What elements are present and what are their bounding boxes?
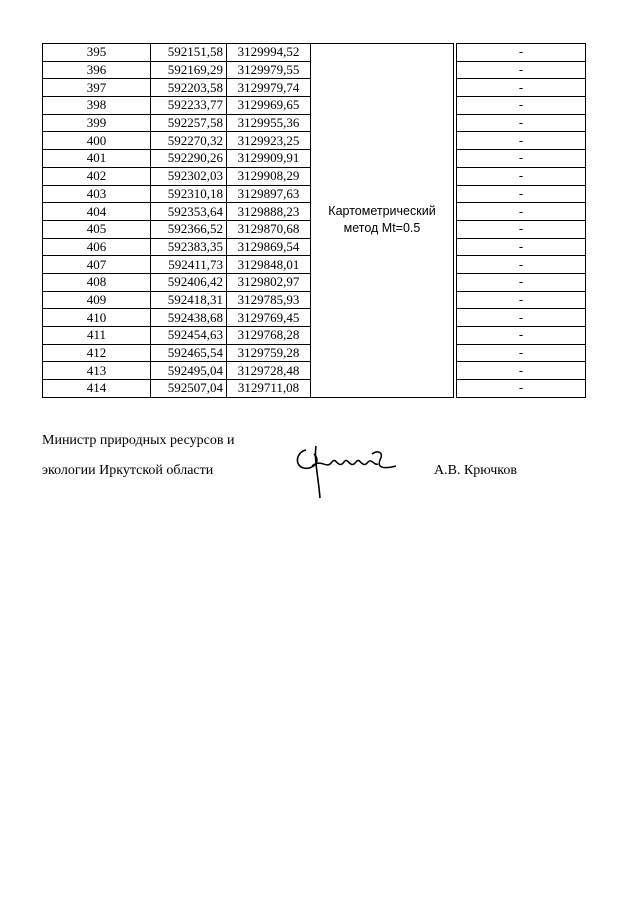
point-number-cell: 398 — [43, 97, 151, 115]
point-number-cell: 411 — [43, 327, 151, 345]
table-row — [43, 44, 586, 62]
y-coordinate-cell: 3129759,28 — [227, 344, 311, 362]
value-cell: - — [457, 238, 586, 256]
x-coordinate-cell: 592411,73 — [151, 256, 227, 274]
point-number-cell: 399 — [43, 114, 151, 132]
value-cell: - — [457, 79, 586, 97]
x-coordinate-cell: 592454,63 — [151, 327, 227, 345]
y-coordinate-cell: 3129802,97 — [227, 273, 311, 291]
point-number-cell: 407 — [43, 256, 151, 274]
x-coordinate-cell: 592233,77 — [151, 97, 227, 115]
value-cell: - — [457, 256, 586, 274]
coordinates-table-body — [43, 44, 586, 398]
x-coordinate-cell: 592495,04 — [151, 362, 227, 380]
method-line-1: Картометрический — [328, 204, 436, 219]
x-coordinate-cell: 592203,58 — [151, 79, 227, 97]
value-cell: - — [457, 220, 586, 238]
point-number-cell: 402 — [43, 167, 151, 185]
x-coordinate-cell: 592406,42 — [151, 273, 227, 291]
value-cell: - — [457, 344, 586, 362]
value-cell: - — [457, 167, 586, 185]
x-coordinate-cell: 592383,35 — [151, 238, 227, 256]
x-coordinate-cell: 592353,64 — [151, 203, 227, 221]
point-number-cell: 406 — [43, 238, 151, 256]
value-cell: - — [457, 203, 586, 221]
point-number-cell: 413 — [43, 362, 151, 380]
value-cell: - — [457, 309, 586, 327]
x-coordinate-cell: 592302,03 — [151, 167, 227, 185]
y-coordinate-cell: 3129909,91 — [227, 150, 311, 168]
point-number-cell: 400 — [43, 132, 151, 150]
y-coordinate-cell: 3129955,36 — [227, 114, 311, 132]
point-number-cell: 412 — [43, 344, 151, 362]
y-coordinate-cell: 3129869,54 — [227, 238, 311, 256]
y-coordinate-cell: 3129979,74 — [227, 79, 311, 97]
value-cell: - — [457, 44, 586, 62]
value-cell: - — [457, 380, 586, 398]
value-cell: - — [457, 362, 586, 380]
signer-name: А.В. Крючков — [434, 463, 517, 478]
x-coordinate-cell: 592366,52 — [151, 220, 227, 238]
coordinates-table — [42, 43, 586, 398]
x-coordinate-cell: 592465,54 — [151, 344, 227, 362]
value-cell: - — [457, 273, 586, 291]
y-coordinate-cell: 3129870,68 — [227, 220, 311, 238]
value-cell: - — [457, 150, 586, 168]
y-coordinate-cell: 3129979,55 — [227, 61, 311, 79]
value-cell: - — [457, 97, 586, 115]
method-cell — [311, 44, 454, 398]
point-number-cell: 408 — [43, 273, 151, 291]
y-coordinate-cell: 3129785,93 — [227, 291, 311, 309]
point-number-cell: 401 — [43, 150, 151, 168]
value-cell: - — [457, 132, 586, 150]
point-number-cell: 405 — [43, 220, 151, 238]
point-number-cell: 414 — [43, 380, 151, 398]
y-coordinate-cell: 3129711,08 — [227, 380, 311, 398]
point-number-cell: 404 — [43, 203, 151, 221]
y-coordinate-cell: 3129994,52 — [227, 44, 311, 62]
x-coordinate-cell: 592290,26 — [151, 150, 227, 168]
signer-title-line-1: Министр природных ресурсов и — [42, 433, 235, 448]
x-coordinate-cell: 592418,31 — [151, 291, 227, 309]
y-coordinate-cell: 3129897,63 — [227, 185, 311, 203]
point-number-cell: 410 — [43, 309, 151, 327]
value-cell: - — [457, 185, 586, 203]
y-coordinate-cell: 3129923,25 — [227, 132, 311, 150]
value-cell: - — [457, 61, 586, 79]
value-cell: - — [457, 291, 586, 309]
y-coordinate-cell: 3129728,48 — [227, 362, 311, 380]
y-coordinate-cell: 3129888,23 — [227, 203, 311, 221]
y-coordinate-cell: 3129768,28 — [227, 327, 311, 345]
x-coordinate-cell: 592310,18 — [151, 185, 227, 203]
point-number-cell: 396 — [43, 61, 151, 79]
x-coordinate-cell: 592151,58 — [151, 44, 227, 62]
point-number-cell: 409 — [43, 291, 151, 309]
y-coordinate-cell: 3129908,29 — [227, 167, 311, 185]
y-coordinate-cell: 3129769,45 — [227, 309, 311, 327]
x-coordinate-cell: 592257,58 — [151, 114, 227, 132]
method-line-2: метод Mt=0.5 — [343, 221, 421, 236]
y-coordinate-cell: 3129969,65 — [227, 97, 311, 115]
value-cell: - — [457, 114, 586, 132]
x-coordinate-cell: 592169,29 — [151, 61, 227, 79]
handwritten-signature — [292, 440, 402, 502]
x-coordinate-cell: 592507,04 — [151, 380, 227, 398]
value-cell: - — [457, 327, 586, 345]
x-coordinate-cell: 592438,68 — [151, 309, 227, 327]
point-number-cell: 397 — [43, 79, 151, 97]
signer-title-line-2: экологии Иркутской области — [42, 463, 214, 478]
x-coordinate-cell: 592270,32 — [151, 132, 227, 150]
point-number-cell: 395 — [43, 44, 151, 62]
y-coordinate-cell: 3129848,01 — [227, 256, 311, 274]
point-number-cell: 403 — [43, 185, 151, 203]
